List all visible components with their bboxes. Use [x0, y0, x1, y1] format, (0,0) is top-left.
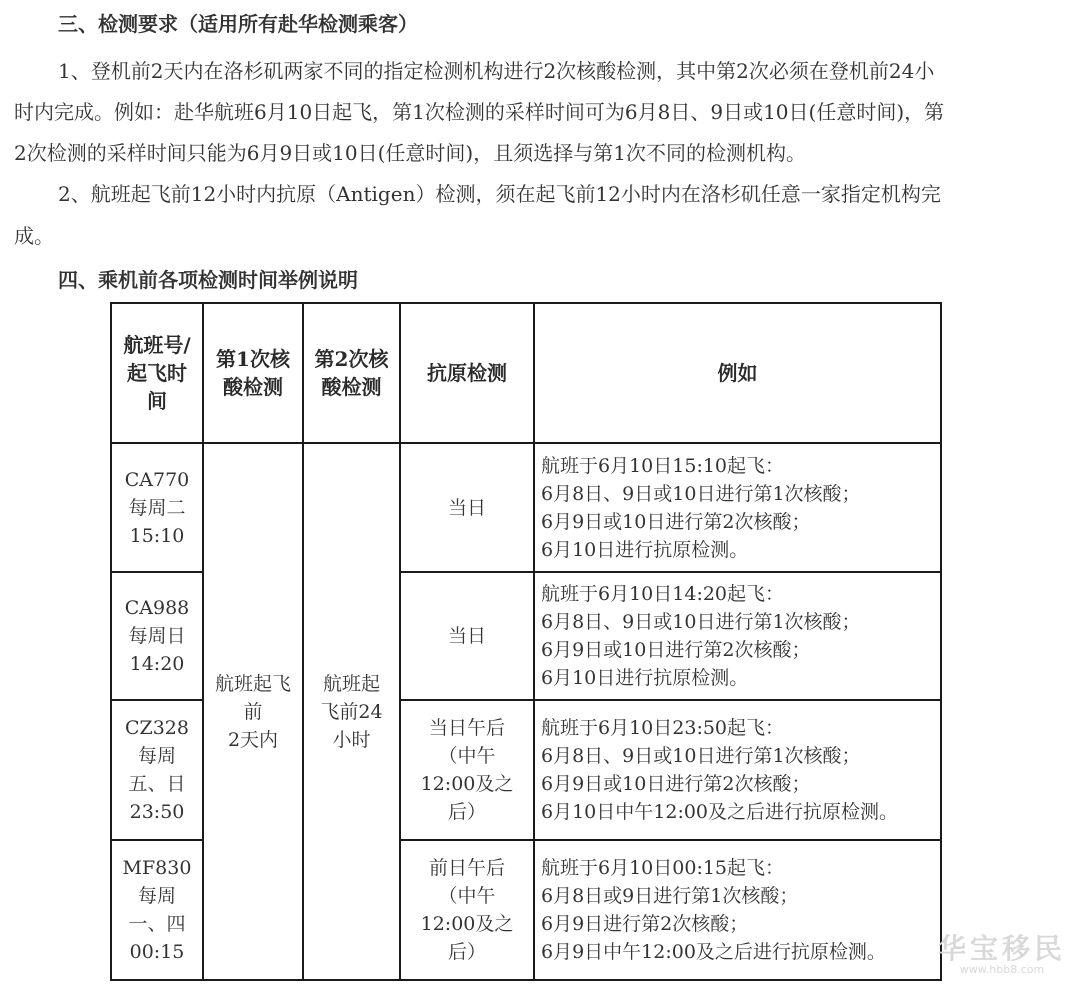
test-schedule-table	[110, 302, 942, 981]
example-cell: 航班于6月10日00:15起飞： 6月8日或9日进行第1次核酸； 6月9日进行第2次核酸； 6月9日中午12:00及之后进行抗原检测。	[534, 840, 941, 980]
table-header-row	[111, 303, 941, 443]
second-test-cell: 航班起 飞前24 小时	[303, 443, 400, 980]
section3-para1-line2: 时内完成。例如：赴华航班6月10日起飞，第1次检测的采样时间可为6月8日、9日或10日(任意时间)，第	[14, 100, 945, 124]
example-cell: 航班于6月10日23:50起飞： 6月8日、9日或10日进行第1次核酸； 6月9日或10日进行第2次核酸； 6月10日中午12:00及之后进行抗原检测。	[534, 700, 941, 840]
flight-cell: CA770 每周二 15:10	[111, 443, 203, 572]
flight-cell: CZ328 每周 五、日 23:50	[111, 700, 203, 840]
antigen-cell: 当日	[400, 443, 534, 572]
section3-para1-line1: 1、登机前2天内在洛杉矶两家不同的指定检测机构进行2次核酸检测，其中第2次必须在登机前24小	[58, 59, 935, 83]
header-second-test: 第2次核 酸检测	[303, 303, 400, 443]
first-test-cell: 航班起飞 前 2天内	[203, 443, 303, 980]
flight-cell: MF830 每周 一、四 00:15	[111, 840, 203, 980]
watermark-url: www.hbb8.com	[959, 963, 1045, 976]
table-row	[111, 443, 941, 572]
watermark-logo-text: 华宝移民	[937, 932, 1066, 965]
example-cell: 航班于6月10日14:20起飞： 6月8日、9日或10日进行第1次核酸； 6月9日或10日进行第2次核酸； 6月10日进行抗原检测。	[534, 572, 941, 700]
antigen-cell: 当日	[400, 572, 534, 700]
flight-cell: CA988 每周日 14:20	[111, 572, 203, 700]
header-example: 例如	[534, 303, 941, 443]
example-cell: 航班于6月10日15:10起飞： 6月8日、9日或10日进行第1次核酸； 6月9日或10日进行第2次核酸； 6月10日进行抗原检测。	[534, 443, 941, 572]
header-antigen: 抗原检测	[400, 303, 534, 443]
section3-para2-line2: 成。	[14, 224, 54, 248]
section4-heading: 四、乘机前各项检测时间举例说明	[58, 268, 358, 292]
section3-heading: 三、检测要求（适用所有赴华检测乘客）	[58, 12, 418, 36]
section3-para1-line3: 2次检测的采样时间只能为6月9日或10日(任意时间)，且须选择与第1次不同的检测机构。	[14, 141, 806, 165]
antigen-cell: 前日午后 （中午 12:00及之 后）	[400, 840, 534, 980]
antigen-cell: 当日午后 （中午 12:00及之 后）	[400, 700, 534, 840]
header-flight: 航班号/ 起飞时 间	[111, 303, 203, 443]
section3-para2-line1: 2、航班起飞前12小时内抗原（Antigen）检测，须在起飞前12小时内在洛杉矶任意一家指定机构完	[58, 182, 941, 206]
header-first-test: 第1次核 酸检测	[203, 303, 303, 443]
watermark	[938, 934, 1066, 976]
